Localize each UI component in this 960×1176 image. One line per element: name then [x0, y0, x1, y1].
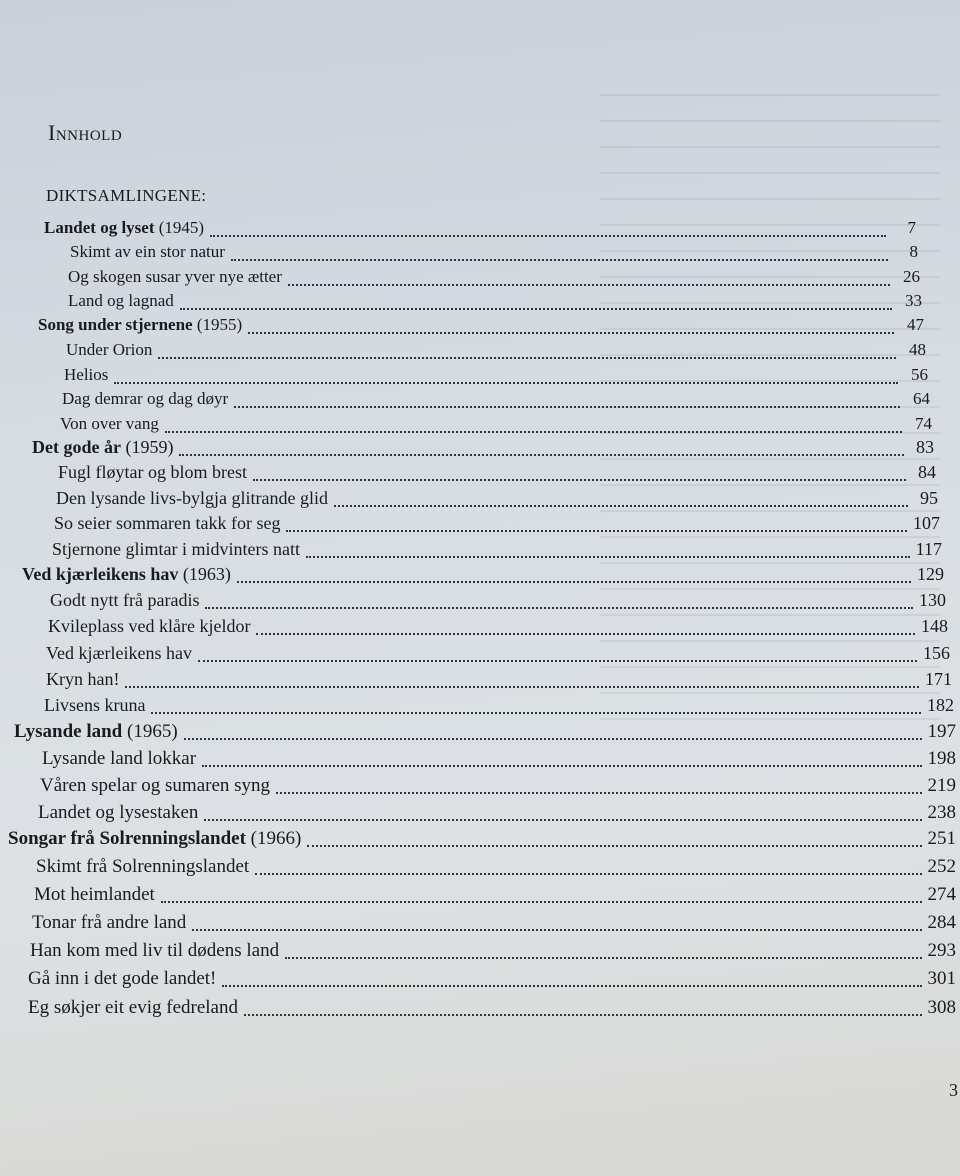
toc-collection-row: [14, 721, 956, 745]
collection-title: Songar frå Solrenningslandet: [8, 828, 246, 849]
toc-poem-row: [70, 242, 918, 266]
dot-leader: [306, 556, 910, 558]
poem-section-title: Land og lagnad: [68, 291, 174, 310]
poem-section-title: Skimt av ein stor natur: [70, 242, 225, 261]
toc-collection-title-group: [44, 218, 204, 238]
toc-poem-row: [62, 389, 930, 413]
poem-section-title: Helios: [64, 365, 109, 384]
dot-leader: [204, 819, 921, 821]
dot-leader: [288, 284, 890, 286]
dot-leader: [198, 660, 917, 662]
toc-poem-row: [34, 884, 956, 908]
dot-leader: [244, 1014, 922, 1016]
collection-title: Ved kjærleikens hav: [22, 564, 179, 584]
toc-page-number: 156: [923, 643, 950, 663]
toc-page-number: 56: [911, 365, 928, 384]
collection-year: (1966): [250, 828, 302, 849]
dot-leader: [334, 505, 908, 507]
toc-poem-row: [42, 748, 956, 772]
toc-page-number: 148: [921, 616, 948, 636]
dot-leader: [205, 607, 913, 609]
collection-year: (1963): [182, 564, 231, 584]
toc-collection-row: [38, 315, 924, 339]
toc-collection-title-group: [32, 437, 173, 458]
dot-leader: [184, 738, 922, 740]
toc-page-number: 48: [909, 340, 926, 359]
dot-leader: [161, 901, 922, 903]
dot-leader: [114, 382, 898, 384]
toc-page-number: 238: [927, 802, 956, 823]
toc-page-number: 197: [927, 721, 956, 742]
poem-section-title: Fugl fløytar og blom brest: [58, 462, 247, 482]
toc-page-number: 130: [919, 590, 946, 610]
toc-page-number: 64: [913, 389, 930, 408]
toc-page-number: 47: [907, 315, 924, 334]
poem-section-title: Ved kjærleikens hav: [46, 643, 192, 663]
toc-page-number: 26: [903, 267, 920, 286]
dot-leader: [165, 431, 902, 433]
toc-collection-title-group: [22, 564, 231, 585]
toc-page-number: 171: [925, 669, 952, 689]
poem-section-title: Skimt frå Solrenningslandet: [36, 856, 250, 877]
toc-page-number: 308: [927, 997, 956, 1018]
poem-section-title: Godt nytt frå paradis: [50, 590, 200, 610]
toc-collection-row: [8, 828, 956, 852]
toc-page-number: 301: [927, 968, 956, 989]
toc-poem-row: [38, 802, 956, 826]
dot-leader: [248, 332, 894, 334]
toc-poem-row: [30, 940, 956, 964]
toc-page-number: 198: [927, 748, 956, 769]
toc-page-number: 182: [927, 695, 954, 715]
dot-leader: [276, 792, 921, 794]
toc-page-number: 117: [915, 539, 942, 559]
poem-section-title: Og skogen susar yver nye ætter: [68, 267, 282, 286]
dot-leader: [179, 454, 904, 456]
poem-section-title: Stjernone glimtar i midvinters natt: [52, 539, 300, 559]
toc-poem-row: [58, 462, 936, 486]
toc-collection-title-group: [38, 315, 242, 335]
dot-leader: [222, 985, 921, 987]
toc-poem-row: [46, 643, 950, 667]
collection-year: (1959): [125, 437, 174, 457]
toc-poem-row: [40, 775, 956, 799]
dot-leader: [192, 929, 921, 931]
toc-collection-title-group: [8, 828, 301, 850]
poem-section-title: Mot heimlandet: [34, 884, 155, 905]
page-title: Innhold: [48, 120, 123, 145]
collection-title: Song under stjernene: [38, 315, 193, 334]
dot-leader: [202, 765, 921, 767]
collection-title: Lysande land: [14, 721, 123, 742]
collection-year: (1945): [158, 218, 205, 237]
poem-section-title: Livsens kruna: [44, 695, 146, 715]
toc-page-number: 129: [917, 564, 944, 584]
dot-leader: [125, 686, 919, 688]
toc-poem-row: [44, 695, 954, 719]
toc-collection-row: [32, 437, 934, 461]
toc-collection-title-group: [14, 721, 178, 743]
toc-page-number: 107: [913, 513, 940, 533]
toc-page-number: 293: [927, 940, 956, 961]
toc-collection-row: [22, 564, 944, 588]
poem-section-title: So seier sommaren takk for seg: [54, 513, 281, 533]
toc-poem-row: [54, 513, 940, 537]
poem-section-title: Von over vang: [60, 414, 159, 433]
collection-year: (1955): [196, 315, 243, 334]
poem-section-title: Tonar frå andre land: [32, 912, 187, 933]
toc-page-number: 284: [927, 912, 956, 933]
poem-section-title: Dag demrar og dag døyr: [62, 389, 229, 408]
toc-page-number: 252: [927, 856, 956, 877]
toc-poem-row: [68, 291, 922, 315]
poem-section-title: Våren spelar og sumaren syng: [40, 775, 271, 796]
dot-leader: [255, 873, 921, 875]
dot-leader: [256, 633, 915, 635]
poem-section-title: Kvileplass ved klåre kjeldor: [48, 616, 251, 636]
toc-page-number: 74: [915, 414, 932, 433]
dot-leader: [237, 581, 911, 583]
toc-page-number: 219: [927, 775, 956, 796]
dot-leader: [234, 406, 900, 408]
dot-leader: [307, 845, 921, 847]
dot-leader: [210, 235, 886, 237]
toc-page-number: 8: [909, 242, 918, 261]
collection-year: (1965): [127, 721, 178, 742]
toc-poem-row: [46, 669, 952, 693]
toc-page-number: 251: [927, 828, 956, 849]
toc-page-number: 95: [920, 488, 938, 508]
collection-title: Det gode år: [32, 437, 121, 457]
toc-poem-row: [60, 414, 932, 438]
poem-section-title: Lysande land lokkar: [42, 748, 197, 769]
poem-section-title: Eg søkjer eit evig fedreland: [28, 997, 238, 1018]
toc-poem-row: [32, 912, 956, 936]
dot-leader: [151, 712, 921, 714]
poem-section-title: Han kom med liv til dødens land: [30, 940, 280, 961]
toc-poem-row: [68, 267, 920, 291]
toc-poem-row: [66, 340, 926, 364]
dot-leader: [231, 259, 888, 261]
dot-leader: [180, 308, 892, 310]
toc-page-number: 83: [916, 437, 934, 457]
poem-section-title: Under Orion: [66, 340, 153, 359]
dot-leader: [158, 357, 896, 359]
toc-poem-row: [50, 590, 946, 614]
dot-leader: [253, 479, 906, 481]
page-number: 3: [949, 1080, 958, 1100]
section-label: DIKTSAMLINGENE:: [46, 186, 207, 205]
dot-leader: [286, 530, 907, 532]
collection-title: Landet og lyset: [44, 218, 155, 237]
poem-section-title: Landet og lysestaken: [38, 802, 199, 823]
toc-page-number: 84: [918, 462, 936, 482]
poem-section-title: Den lysande livs-bylgja glitrande glid: [56, 488, 328, 508]
toc-poem-row: [36, 856, 956, 880]
poem-section-title: Gå inn i det gode landet!: [28, 968, 217, 989]
toc-poem-row: [28, 997, 956, 1021]
toc-poem-row: [52, 539, 942, 563]
toc-poem-row: [48, 616, 948, 640]
toc-page-number: 7: [907, 218, 916, 237]
toc-page-number: 274: [927, 884, 956, 905]
toc-poem-row: [56, 488, 938, 512]
dot-leader: [285, 957, 921, 959]
toc-poem-row: [64, 365, 928, 389]
toc-poem-row: [28, 968, 956, 992]
poem-section-title: Kryn han!: [46, 669, 120, 689]
toc-collection-row: [44, 218, 916, 242]
toc-page-number: 33: [905, 291, 922, 310]
